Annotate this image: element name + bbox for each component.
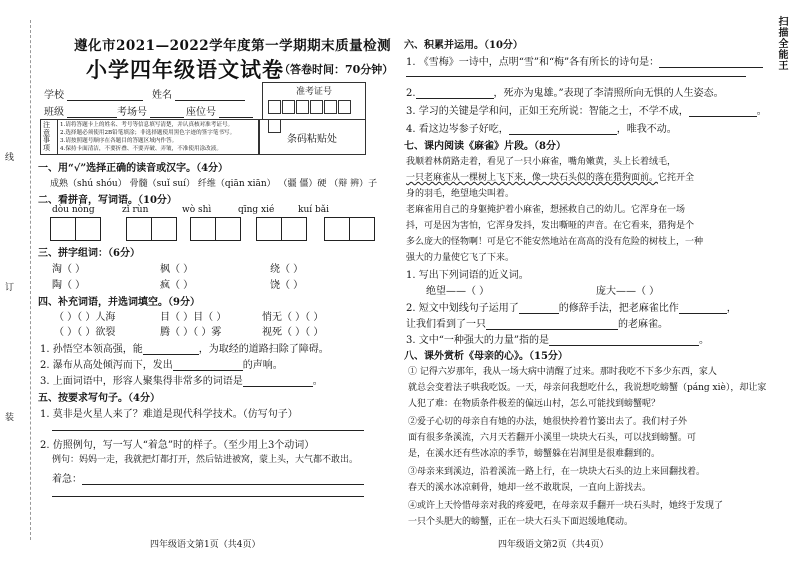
q6-item-2: 2. ，死亦为鬼雄。”表现了李清照所向无惧的人生姿态。 [406, 88, 724, 99]
field-name [152, 86, 245, 101]
field-seat-no-label: 座位号 [186, 107, 216, 118]
margin-label-bind: 订 [5, 283, 15, 293]
notice-label: 注意事项 [43, 121, 50, 152]
q6-blank[interactable] [659, 67, 763, 68]
page-footer: 四年级语文第1页（共4页） [150, 540, 261, 550]
q5-answer-label: 着急： [52, 474, 82, 485]
q6-item-4: 4. 看这边岑参子好吃， ，唯我不动。 [406, 124, 677, 135]
q2-answer-boxes[interactable] [50, 217, 375, 243]
q5-sentence-2: 2. 仿照例句，写一写人“着急”时的样子。（至少用上3个动词） [40, 440, 315, 451]
q8-passage-line: 春天的溪水冰凉刺骨，她却一丝不敢耽误，一直向上游找去。 [408, 483, 652, 493]
q2-pinyin-4: qīng xié [238, 205, 275, 215]
q3-item[interactable]: 饶（ ） [270, 280, 304, 291]
q4-sentence-2: 2. 瀑布从高处倾泻而下，发出 的声响。 [40, 360, 283, 371]
field-exam-no [117, 103, 184, 118]
q3-item[interactable]: 疯（ ） [160, 280, 194, 291]
notice-line: 3.请按照题号顺序在各题目的答题区域内作答。 [60, 138, 178, 144]
q7-blank[interactable] [549, 345, 699, 346]
margin-label-staple: 装 [5, 413, 15, 423]
q3-item[interactable]: 淘（ ） [52, 264, 86, 275]
q7-passage-line: 老麻雀用自己的身躯掩护着小麻雀，想拯救自己的幼儿。它浑身在一场 [406, 205, 686, 215]
q7-passage-line: 我顺着林荫路走着，看见了一只小麻雀，嘴角嫩黄，头上长着绒毛， [406, 157, 677, 167]
q6-title: 六、积累并运用。（10分） [404, 40, 523, 51]
admission-number-box [262, 82, 366, 120]
q4-blank[interactable] [173, 370, 243, 371]
q7-passage-line: 多么庞大的怪物啊！可是它不能安然地站在高高的没有危险的树枝上，一种 [406, 237, 704, 247]
q5-answer-line[interactable] [82, 484, 364, 485]
q7-question-2b: 让我们看到了一只 的老麻雀。 [406, 319, 668, 330]
field-seat-no [186, 103, 253, 118]
scanner-watermark: 扫描全能王 [776, 16, 787, 71]
q7-passage-line: 一只老麻雀从一棵树上飞下来，像一块石头似的落在猎狗面前。它挓开全 [406, 173, 695, 183]
q3-item[interactable]: 陶（ ） [52, 280, 86, 291]
q8-passage-line: 面有很多条溪流，六月天若翻开小溪里一块块大石头，可以找到螃蟹。可 [408, 433, 697, 443]
q6-item-1: 1. 《雪梅》一诗中，点明“雪”和“梅”各有所长的诗句是： [406, 53, 763, 68]
q3-title: 三、拼字组词：（6分） [38, 248, 140, 259]
q7-synonym-2[interactable]: 庞大——（ ） [596, 286, 660, 297]
q4-sentence-3: 3. 上面词语中，形容人聚集得非常多的词语是 。 [40, 376, 323, 387]
q6-blank[interactable] [416, 98, 494, 99]
q7-underlined-sentence: 一只老麻雀从一棵树上飞下来，像一块石头似的落在猎狗面前。 [406, 173, 659, 183]
page-2 [400, 0, 794, 561]
q8-passage-line: 一只个头肥大的螃蟹，正在一块大石头下面迟缓地爬动。 [408, 517, 634, 527]
q1-options[interactable]: 成熟（shú shóu） 骨髓（suǐ suí） 纤维（qiān xiān） （疆 僵）硬 （辩 辨）子 [50, 179, 378, 189]
q7-passage-line: 身的羽毛，绝望地尖叫着。 [406, 189, 515, 199]
binding-dashed-line [30, 20, 31, 540]
field-name-label: 姓名 [152, 90, 172, 101]
q4-item[interactable]: 视死（ ）（ ） [262, 327, 324, 338]
q1-title: 一、用“√”选择正确的读音或汉字。（4分） [38, 163, 229, 174]
field-exam-no-label: 考场号 [117, 107, 147, 118]
q5-sentence-1: 1. 莫非是火星人来了？难道是现代科学技术。（仿写句子） [40, 409, 298, 420]
q8-passage-line: ③母亲来到溪边，沿着溪流一路上行，在一块块大石头的边上来回翻找着。 [408, 467, 706, 477]
q4-item[interactable]: 悄无（ ）（ ） [262, 312, 324, 323]
q7-blank[interactable] [519, 313, 559, 314]
q4-sentence-1: 1. 孙悟空本领高强，能 ，为取经的道路扫除了障碍。 [40, 344, 329, 355]
q7-question-3: 3. 文中“一种强大的力量”指的是 。 [406, 335, 709, 346]
q7-passage-line: 强大的力量使它飞了下来。 [406, 253, 515, 263]
q5-answer-line[interactable] [52, 496, 364, 497]
field-name-input[interactable] [175, 100, 245, 101]
notice-line: 2.选择题必须使用2B铅笔填涂；非选择题使用黑色字迹的签字笔书写。 [60, 130, 236, 136]
q4-item[interactable]: 目（ ）目（ ） [160, 312, 227, 323]
notice-line: 4.保持卡面清洁，不要折叠、不要弄破、弄皱，不准使用涂改液。 [60, 146, 222, 152]
q4-item[interactable]: 腾（ ）（ ）雾 [160, 327, 222, 338]
barcode-label: 条码粘贴处 [287, 134, 337, 145]
margin-label-line: 线 [5, 153, 15, 163]
q4-blank[interactable] [243, 386, 313, 387]
q4-blank[interactable] [143, 354, 199, 355]
q5-title: 五、按要求写句子。（4分） [38, 393, 160, 404]
q6-blank[interactable] [689, 116, 757, 117]
field-seat-no-input[interactable] [219, 117, 253, 118]
field-class-input[interactable] [67, 117, 117, 118]
q7-title: 七、课内阅读《麻雀》片段。（8分） [404, 141, 566, 152]
q8-passage-line: 人犯了难：在物质条件极差的偏远山村，怎么可能找到螃蟹呢？ [408, 399, 661, 409]
q6-answer-line[interactable] [406, 76, 746, 77]
field-exam-no-input[interactable] [150, 117, 184, 118]
q5-answer [52, 470, 364, 485]
q4-title: 四、补充词语，并选词填空。（9分） [38, 297, 200, 308]
barcode-box [258, 119, 366, 155]
field-class [44, 103, 117, 118]
field-school [44, 86, 143, 101]
q2-pinyin-5: kuí bǎi [298, 205, 329, 215]
q6-item-3: 3. 学习的关键是学和问，正如王充所说：智能之士，不学不成， 。 [406, 106, 767, 117]
q7-passage-line: 抖，可是因为害怕，它浑身发抖，发出嘶哑的声音。在它看来，猎狗是个 [406, 221, 695, 231]
q7-synonym-1[interactable]: 绝望——（ ） [426, 286, 490, 297]
q8-passage-line: 就总会变着法子哄我吃饭。一天，母亲问我想吃什么，我说想吃螃蟹（páng xiè），却让家 [408, 383, 767, 393]
q8-passage-line: 是，在溪水还有些冰凉的季节，螃蟹躲在岩洞里是很难翻到的。 [408, 449, 661, 459]
q4-item[interactable]: （ ）（ ）人海 [54, 312, 116, 323]
q8-passage-line: ②爱子心切的母亲自有她的办法，她很快拎着竹篓出去了。我们村子外 [408, 417, 688, 427]
notice-line: 1.请将答题卡上的姓名、考号等信息填写清楚，并认真核对准考证号。 [60, 122, 234, 128]
field-school-input[interactable] [67, 100, 143, 101]
q3-item[interactable]: 绕（ ） [270, 264, 304, 275]
field-school-label: 学校 [44, 90, 64, 101]
field-class-label: 班级 [44, 107, 64, 118]
notice-lines [60, 121, 235, 153]
admission-number-label: 准考证号 [295, 87, 332, 97]
q5-example: 例句：妈妈一走，我就把灯都打开，然后钻进被窝，蒙上头，大气都不敢出。 [52, 455, 359, 465]
q7-blank[interactable] [486, 329, 618, 330]
q8-passage-line: ① 记得六岁那年，我从一场大病中清醒了过来。那时我吃不下多少东西，家人 [408, 367, 717, 377]
q7-question-2: 2. 短文中划线句子运用了 的修辞手法，把老麻雀比作 ， [406, 303, 737, 314]
q2-pinyin-2: zǐ rùn [122, 205, 149, 215]
q2-title: 二、看拼音，写词语。（10分） [38, 195, 177, 206]
page-footer: 四年级语文第2页（共4页） [498, 540, 609, 550]
q7-question-1: 1. 写出下列词语的近义词。 [406, 270, 529, 281]
q6-blank[interactable] [509, 134, 617, 135]
notice-box [40, 119, 260, 155]
exam-title-main: 小学四年级语文试卷 [86, 57, 284, 82]
q7-blank[interactable] [679, 313, 727, 314]
q2-pinyin-1: dòu nòng [52, 205, 95, 215]
exam-time-note: （答卷时间：70分钟） [279, 63, 394, 76]
q2-pinyin-3: wò shì [182, 205, 212, 215]
q3-item[interactable]: 枫（ ） [160, 264, 194, 275]
exam-title-line: 遵化市2021—2022学年度第一学期期末质量检测 [74, 38, 392, 54]
q4-item[interactable]: （ ）（ ）欲裂 [54, 327, 116, 338]
q8-passage-line: ④或许上天怜惜母亲对我的疼爱吧，在母亲双手翻开一块石头时，她终于发现了 [408, 501, 724, 511]
q8-title: 八、课外赏析《母亲的心》。（15分） [404, 351, 568, 362]
q5-answer-line[interactable] [52, 430, 364, 431]
